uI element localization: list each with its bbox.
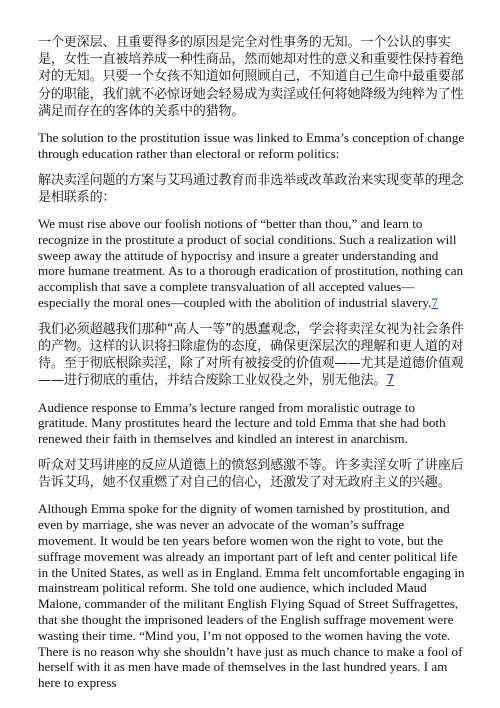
paragraph-text: 解决卖淫问题的方案与艾玛通过教育而非选举或改革政治来实现变革的理念是相联系的： bbox=[38, 172, 464, 205]
paragraph-zh-1 bbox=[38, 34, 466, 120]
paragraph-text: 听众对艾玛讲座的反应从道德上的愤怒到感激不等。许多卖淫女听了讲座后告诉艾玛，她不仅重燃了对自己的信心，还激发了对无政府主义的兴趣。 bbox=[38, 458, 464, 491]
footnote-ref-link[interactable]: 7 bbox=[431, 295, 438, 310]
document-page bbox=[38, 34, 466, 701]
paragraph-en-2 bbox=[38, 216, 466, 311]
paragraph-en-4 bbox=[38, 501, 466, 691]
paragraph-text: Audience response to Emma’s lecture ranged from moralistic outrage to gratitude. Many prostitutes heard the lecture and told Emma that she had both renewed their faith in themselves and kindled an interest in anarchism. bbox=[38, 399, 446, 447]
paragraph-text: The solution to the prostitution issue was linked to Emma’s conception of change through education rather than electoral or reform politics: bbox=[38, 130, 465, 161]
paragraph-zh-4 bbox=[38, 457, 466, 491]
paragraph-zh-3 bbox=[38, 321, 466, 390]
paragraph-en-3 bbox=[38, 400, 466, 447]
paragraph-text: 一个更深层、且重要得多的原因是完全对性事务的无知。一个公认的事实是，女性一直被培养成一种性商品，然而她却对性的意义和重要性保持着绝对的无知。只要一个女孩不知道如何照顾自己，不知道自己生命中最重要部分的职能，我们就不必惊讶她会轻易成为卖淫或任何将她降级为纯粹为了性满足而存在的客体的关系中的猎物。 bbox=[38, 35, 464, 119]
paragraph-text: We must rise above our foolish notions of “better than thou,” and learn to recognize in the prostitute a product of social conditions. Such a realization will sweep away the attitude of hypocrisy and insure a greater understanding and more humane treatment. As to a thorough eradication of prostitution, nothing can accomplish that save a complete transvaluation of all accepted values—especially the moral ones—coupled with the abolition of industrial slavery. bbox=[38, 216, 464, 310]
paragraph-text: 我们必须超越我们那种“高人一等”的愚蠢观念，学会将卖淫女视为社会条件的产物。这样的认识将扫除虚伪的态度，确保更深层次的理解和更人道的对待。至于彻底根除卖淫，除了对所有被接受的价值观——尤其是道德价值观——进行彻底的重估，并结合废除工业奴役之外，别无他法。 bbox=[38, 321, 464, 389]
paragraph-en-1 bbox=[38, 130, 466, 162]
paragraph-zh-2 bbox=[38, 172, 466, 206]
footnote-ref-link[interactable]: 7 bbox=[386, 373, 395, 389]
paragraph-text: Although Emma spoke for the dignity of women tarnished by prostitution, and even by marriage, she was never an advocate of the woman’s suffrage movement. It would be ten years before women won the right to vote, but the suffrage movement was already an important part of left and center political life in the United States, as well as in England. Emma felt uncomfortable engaging in mainstream political reform. She told one audience, which included Maud Malone, commander of the militant English Flying Squad of Street Suffragettes, that she thought the imprisoned leaders of the English suffrage movement were wasting their time. “Mind you, I’m not opposed to the women having the vote. There is no reason why she shouldn’t have just as much chance to make a fool of herself with it as men have made of themselves in the last hundred years. I am here to express bbox=[38, 501, 465, 691]
